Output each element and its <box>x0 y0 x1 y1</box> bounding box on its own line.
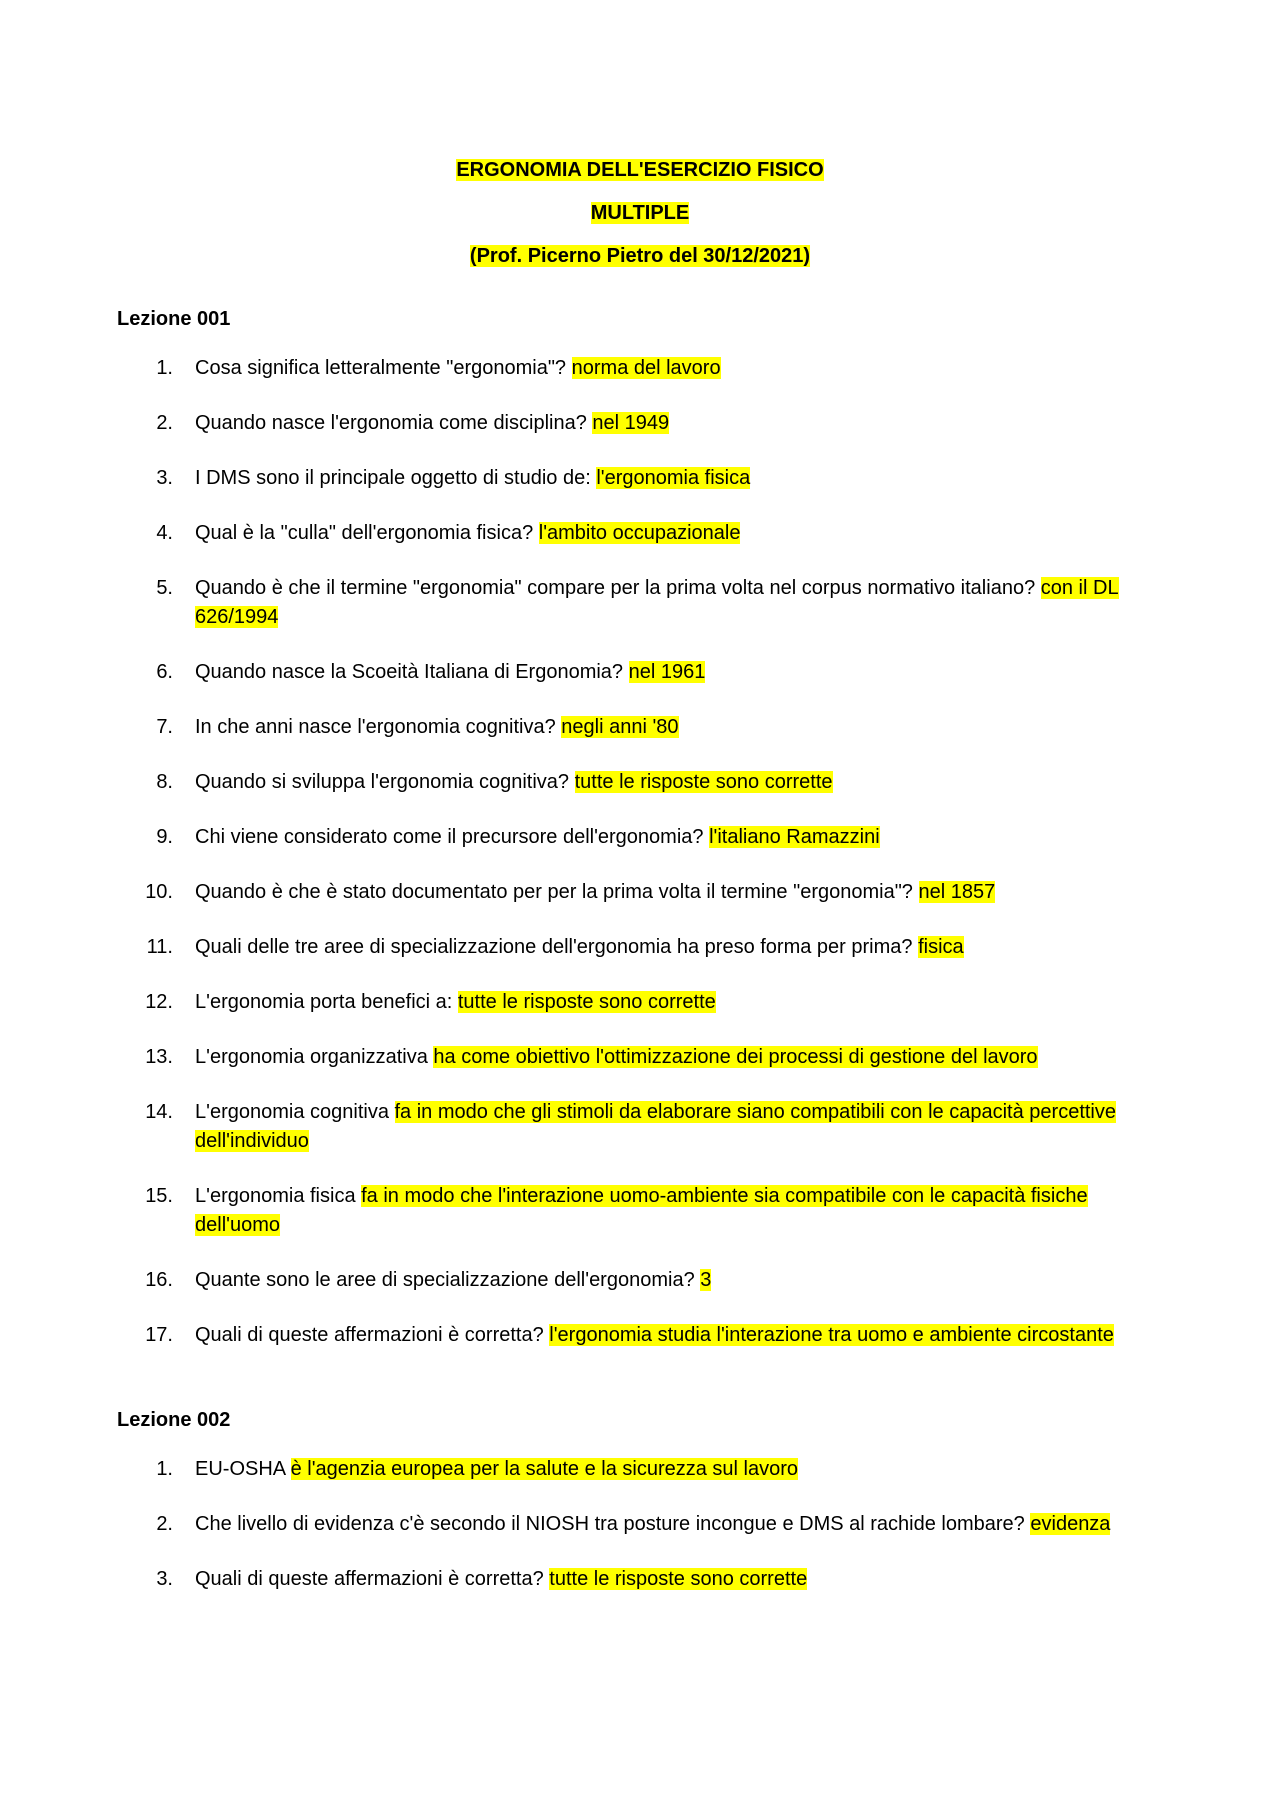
list-item: 2. Quando nasce l'ergonomia come disciplina? nel 1949 <box>156 412 670 434</box>
lesson-heading-001: Lezione 001 <box>117 308 231 330</box>
document-title <box>0 155 1280 284</box>
title-line-3: (Prof. Picerno Pietro del 30/12/2021) <box>469 245 811 267</box>
list-item: 7. In che anni nasce l'ergonomia cognitiva? negli anni '80 <box>156 716 679 738</box>
answer-highlight: negli anni '80 <box>561 716 679 738</box>
answer-highlight: nel 1949 <box>592 412 670 434</box>
question-list-002 <box>117 1455 1177 1620</box>
answer-highlight: nel 1857 <box>918 881 996 903</box>
list-item: 13. L'ergonomia organizzativa ha come obiettivo l'ottimizzazione dei processi di gestione del lavoro <box>145 1046 1038 1068</box>
list-item: 17. Quali di queste affermazioni è corretta? l'ergonomia studia l'interazione tra uomo e ambiente circostante <box>145 1324 1114 1346</box>
answer-highlight: 3 <box>700 1269 712 1291</box>
list-item: 1. EU-OSHA è l'agenzia europea per la salute e la sicurezza sul lavoro <box>156 1458 799 1480</box>
list-item: 12. L'ergonomia porta benefici a: tutte le risposte sono corrette <box>145 991 716 1013</box>
list-item: 1. Cosa significa letteralmente "ergonomia"? norma del lavoro <box>156 357 721 379</box>
answer-highlight: fa in modo che l'interazione uomo-ambiente sia compatibile con le capacità fisiche dell'uomo <box>195 1185 1088 1236</box>
title-line-1: ERGONOMIA DELL'ESERCIZIO FISICO <box>456 159 824 181</box>
answer-highlight: fisica <box>918 936 964 958</box>
list-item: 2. Che livello di evidenza c'è secondo il NIOSH tra posture incongue e DMS al rachide lombare? evidenza <box>156 1513 1111 1535</box>
answer-highlight: è l'agenzia europea per la salute e la sicurezza sul lavoro <box>290 1458 799 1480</box>
list-item: 11. Quali delle tre aree di specializzazione dell'ergonomia ha preso forma per prima? fisica <box>146 936 964 958</box>
list-item: 6. Quando nasce la Scoeità Italiana di Ergonomia? nel 1961 <box>156 661 706 683</box>
list-item: 16. Quante sono le aree di specializzazione dell'ergonomia? 3 <box>145 1269 712 1291</box>
answer-highlight: tutte le risposte sono corrette <box>574 771 833 793</box>
title-line-2: MULTIPLE <box>590 202 690 224</box>
list-item: 14. L'ergonomia cognitiva fa in modo che gli stimoli da elaborare siano compatibili con le capacità percettive dell'individuo <box>145 1101 1116 1152</box>
list-item: 10. Quando è che è stato documentato per per la prima volta il termine "ergonomia"? nel 1857 <box>145 881 996 903</box>
answer-highlight: tutte le risposte sono corrette <box>549 1568 808 1590</box>
list-item: 9. Chi viene considerato come il precursore dell'ergonomia? l'italiano Ramazzini <box>156 826 880 848</box>
list-item: 5. Quando è che il termine "ergonomia" compare per la prima volta nel corpus normativo italiano? con il DL 626/1994 <box>156 577 1119 628</box>
answer-highlight: con il DL 626/1994 <box>195 577 1119 628</box>
answer-highlight: norma del lavoro <box>571 357 721 379</box>
list-item: 4. Qual è la "culla" dell'ergonomia fisica? l'ambito occupazionale <box>156 522 741 544</box>
answer-highlight: tutte le risposte sono corrette <box>457 991 716 1013</box>
list-item: 3. Quali di queste affermazioni è corretta? tutte le risposte sono corrette <box>156 1568 808 1590</box>
answer-highlight: nel 1961 <box>628 661 706 683</box>
question-list-001 <box>117 354 1177 1376</box>
answer-highlight: evidenza <box>1030 1513 1111 1535</box>
answer-highlight: l'ambito occupazionale <box>538 522 741 544</box>
lesson-heading-002: Lezione 002 <box>117 1409 231 1431</box>
answer-highlight: l'ergonomia fisica <box>596 467 751 489</box>
list-item: 8. Quando si sviluppa l'ergonomia cognitiva? tutte le risposte sono corrette <box>156 771 833 793</box>
answer-highlight: l'ergonomia studia l'interazione tra uomo e ambiente circostante <box>549 1324 1114 1346</box>
list-item: 3. I DMS sono il principale oggetto di studio de: l'ergonomia fisica <box>156 467 751 489</box>
answer-highlight: l'italiano Ramazzini <box>709 826 880 848</box>
answer-highlight: fa in modo che gli stimoli da elaborare siano compatibili con le capacità percettive dell'individuo <box>195 1101 1116 1152</box>
list-item: 15. L'ergonomia fisica fa in modo che l'interazione uomo-ambiente sia compatibile con le capacità fisiche dell'uomo <box>145 1185 1088 1236</box>
answer-highlight: ha come obiettivo l'ottimizzazione dei processi di gestione del lavoro <box>433 1046 1038 1068</box>
